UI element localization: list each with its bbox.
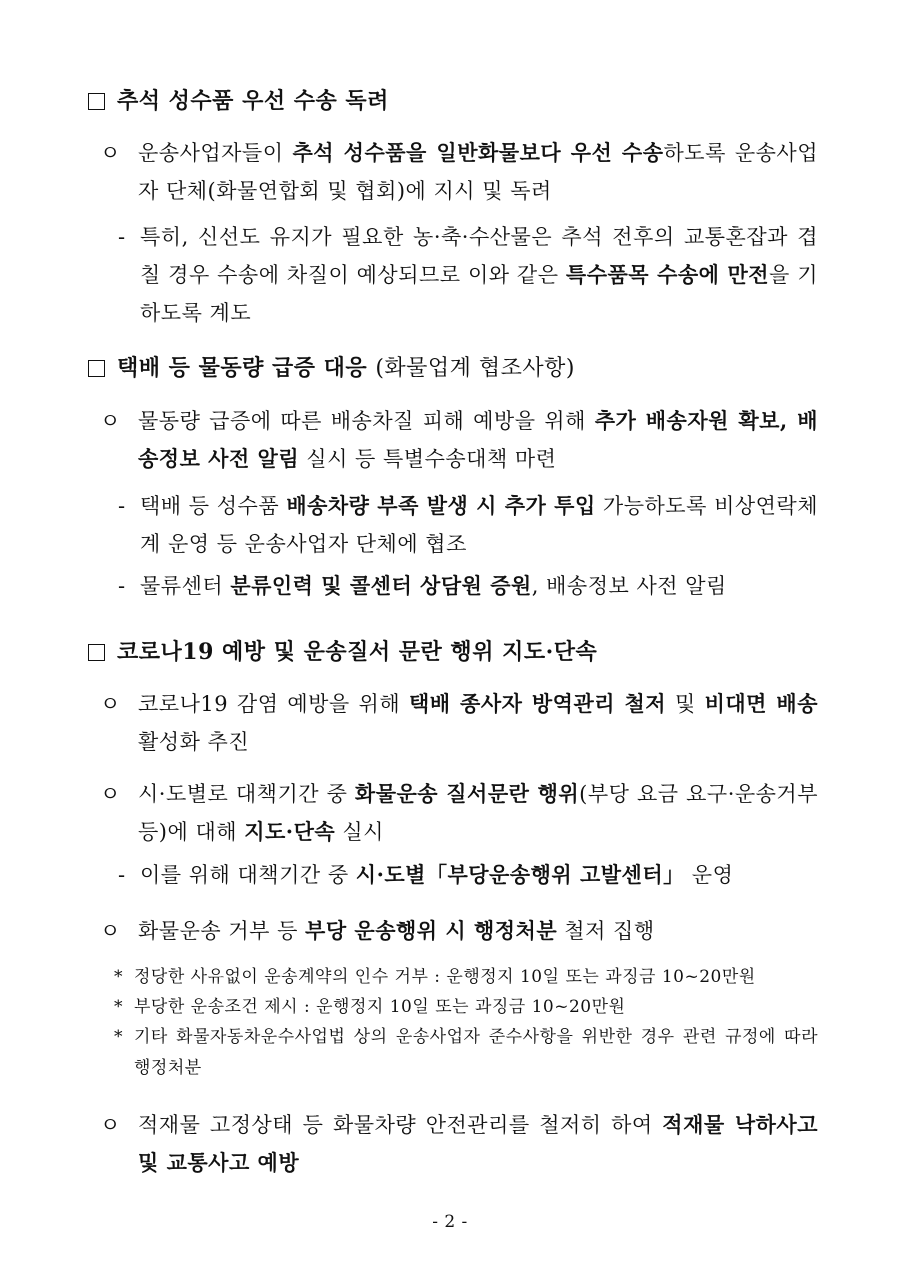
sub-item-text [140, 218, 818, 332]
bullet-item [100, 912, 818, 950]
section-heading [88, 351, 575, 382]
emphasis-text: 지도·단속 [244, 819, 336, 844]
bullet-item [100, 775, 818, 851]
sub-item [118, 218, 818, 332]
text-run: 가능하도록 비상연락체계 운영 등 운송사업자 단체에 협조 [140, 494, 818, 556]
asterisk-marker: * [114, 997, 123, 1017]
text-run: 운영 [684, 863, 734, 887]
footnote-text: 정당한 사유없이 운송계약의 인수 거부 : 운행정지 10일 또는 과징금 10~20만원 [134, 967, 756, 987]
circle-bullet: ㅇ [100, 919, 121, 943]
footnote-text: 기타 화물자동차운수사업법 상의 운송사업자 준수사항을 위반한 경우 관련 규정에 따라 행정처분 [134, 1027, 818, 1078]
bullet-text [138, 1106, 818, 1182]
section-heading [88, 635, 597, 666]
footnote [114, 1022, 818, 1084]
sub-item-text [140, 856, 818, 894]
footnote [114, 962, 818, 993]
emphasis-text: 특수품목 수송에 만전 [565, 262, 770, 287]
text-run: 및 [666, 692, 705, 716]
text-run: 실시 [335, 820, 384, 844]
emphasis-text: 배송차량 부족 발생 시 추가 투입 [286, 493, 596, 518]
text-run: 철저 집행 [557, 919, 655, 943]
bullet-text [138, 402, 818, 478]
circle-bullet: ㅇ [100, 1113, 121, 1137]
checkbox-square-icon [88, 360, 105, 377]
text-run: 적재물 고정상태 등 화물차량 안전관리를 철저히 하여 [138, 1113, 663, 1137]
section-heading-text: 코로나19 예방 및 운송질서 문란 행위 지도·단속 [117, 639, 598, 665]
text-run: 운송사업자들이 [138, 141, 293, 165]
bullet-item [100, 402, 818, 478]
bullet-text [138, 134, 818, 210]
text-run: 활성화 추진 [138, 730, 250, 754]
text-run: 물동량 급증에 따른 배송차질 피해 예방을 위해 [138, 409, 595, 433]
emphasis-text: 화물운송 질서문란 행위 [354, 781, 580, 806]
bullet-text [138, 775, 818, 851]
text-run: 특히, 신선도 유지가 필요한 농·축·수산물은 추석 전후의 교통혼잡과 겹칠 경우 수송에 차질이 예상되므로 이와 같은 [140, 225, 818, 287]
text-run: 을 기하도록 계도 [140, 263, 819, 325]
text-run: 물류센터 [140, 574, 231, 598]
text-run: (부당 요금 요구·운송거부 등)에 대해 [138, 782, 819, 844]
section-heading-note: (화물업계 협조사항) [375, 356, 576, 381]
circle-bullet: ㅇ [100, 782, 121, 806]
sub-item [118, 856, 818, 894]
bullet-text [138, 912, 818, 950]
bullet-text [138, 685, 818, 761]
emphasis-text: 택배 종사자 방역관리 철저 [408, 691, 667, 716]
sub-item [118, 487, 818, 563]
emphasis-text: 시·도별「부당운송행위 고발센터」 [355, 862, 685, 887]
dash-bullet: - [118, 494, 126, 518]
text-run: 택배 등 성수품 [140, 494, 287, 518]
checkbox-square-icon [88, 93, 105, 110]
circle-bullet: ㅇ [100, 409, 121, 433]
checkbox-square-icon [88, 644, 105, 661]
page-number: - 2 - [432, 1212, 468, 1232]
emphasis-text: 추석 성수품을 일반화물보다 우선 수송 [292, 140, 664, 165]
footnote [114, 992, 818, 1023]
dash-bullet: - [118, 574, 126, 598]
sub-item-text [140, 487, 818, 563]
asterisk-marker: * [114, 1027, 123, 1047]
emphasis-text: 적재물 낙하사고 및 교통사고 예방 [138, 1112, 818, 1175]
sub-item [118, 567, 818, 605]
circle-bullet: ㅇ [100, 141, 121, 165]
footnote-text: 부당한 운송조건 제시 : 운행정지 10일 또는 과징금 10~20만원 [134, 997, 626, 1017]
circle-bullet: ㅇ [100, 692, 121, 716]
text-run: 하도록 운송사업자 단체(화물연합회 및 협회)에 지시 및 독려 [138, 141, 818, 203]
section-heading-text: 택배 등 물동량 급증 대응 [117, 355, 368, 381]
bullet-item [100, 1106, 818, 1182]
sub-item-text [140, 567, 818, 605]
text-run: 시·도별로 대책기간 중 [138, 782, 355, 806]
text-run: 화물운송 거부 등 [138, 919, 306, 943]
dash-bullet: - [118, 225, 126, 249]
text-run: 실시 등 특별수송대책 마련 [299, 447, 557, 471]
emphasis-text: 추가 배송자원 확보, 배송정보 사전 알림 [138, 408, 818, 471]
asterisk-marker: * [114, 967, 123, 987]
emphasis-text: 비대면 배송 [704, 691, 818, 716]
text-run: 이를 위해 대책기간 중 [140, 863, 356, 887]
bullet-item [100, 134, 818, 210]
emphasis-text: 부당 운송행위 시 행정처분 [305, 918, 558, 943]
section-heading-text: 추석 성수품 우선 수송 독려 [117, 88, 389, 114]
dash-bullet: - [118, 863, 126, 887]
emphasis-text: 분류인력 및 콜센터 상담원 증원 [230, 573, 532, 598]
text-run: , 배송정보 사전 알림 [531, 574, 727, 598]
section-heading [88, 84, 389, 115]
bullet-item [100, 685, 818, 761]
text-run: 코로나19 감염 예방을 위해 [138, 692, 409, 716]
